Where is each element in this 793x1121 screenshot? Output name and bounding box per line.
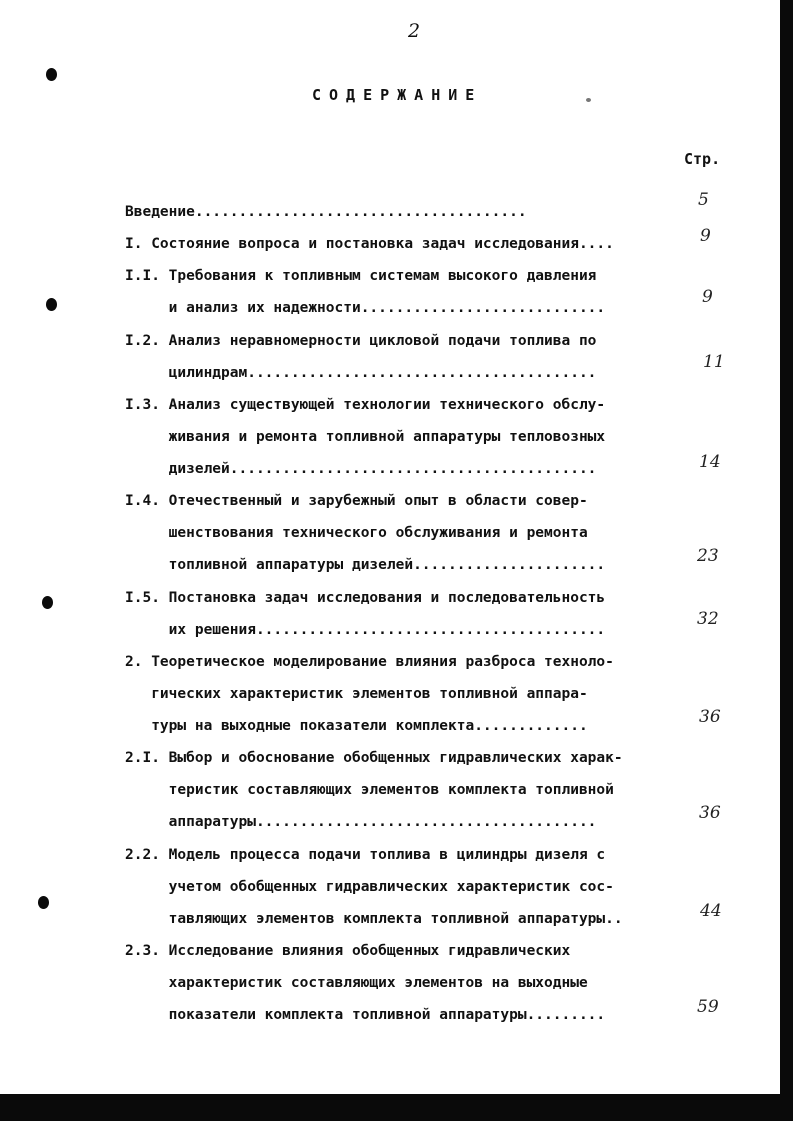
toc-entry-line: 2.3. Исследование влияния обобщенных гидравлических: [125, 943, 571, 959]
toc-entry-line: I.2. Анализ неравномерности цикловой подачи топлива по: [125, 333, 597, 349]
toc-page-number: 9: [700, 226, 711, 246]
punch-hole-mark: [46, 68, 57, 81]
toc-entry-line: I.5. Постановка задач исследования и последовательность: [125, 590, 606, 606]
page-column-label: Стр.: [684, 150, 721, 168]
toc-entry-line: аппаратуры.......................................: [125, 814, 597, 830]
toc-page-number: 5: [698, 190, 709, 210]
toc-entry-line: тавляющих элементов комплекта топливной аппаратуры..: [125, 911, 623, 927]
toc-entry-line: туры на выходные показатели комплекта.............: [125, 718, 588, 734]
toc-page-number: 9: [702, 287, 713, 307]
punch-hole-mark: [46, 298, 57, 311]
toc-entry-line: характеристик составляющих элементов на выходные: [125, 975, 588, 991]
scan-speck: [586, 98, 591, 102]
toc-page-number: 14: [699, 452, 721, 472]
toc-entry-line: живания и ремонта топливной аппаратуры тепловозных: [125, 429, 606, 445]
toc-page-number: 23: [697, 546, 719, 566]
scan-edge-right: [780, 0, 793, 1121]
punch-hole-mark: [38, 896, 49, 909]
toc-entry-line: топливной аппаратуры дизелей......................: [125, 557, 606, 573]
toc-entry-line: их решения........................................: [125, 622, 606, 638]
toc-entry-line: 2.I. Выбор и обоснование обобщенных гидравлических харак-: [125, 750, 623, 766]
toc-page-number: 11: [703, 352, 725, 372]
toc-page-number: 32: [697, 609, 719, 629]
toc-page-number: 36: [699, 803, 721, 823]
toc-page-number: 36: [699, 707, 721, 727]
toc-entry-line: I. Состояние вопроса и постановка задач исследования....: [125, 236, 614, 252]
toc-entry-line: шенствования технического обслуживания и ремонта: [125, 525, 588, 541]
toc-entry-line: теристик составляющих элементов комплекта топливной: [125, 782, 614, 798]
toc-entry-line: 2.2. Модель процесса подачи топлива в цилиндры дизеля с: [125, 847, 606, 863]
toc-entry-line: I.I. Требования к топливным системам высокого давления: [125, 268, 597, 284]
toc-entry-line: I.4. Отечественный и зарубежный опыт в области совер-: [125, 493, 588, 509]
punch-hole-mark: [42, 596, 53, 609]
toc-page-number: 59: [697, 997, 719, 1017]
page-number: 2: [408, 20, 421, 42]
page-title: СОДЕРЖАНИЕ: [312, 86, 483, 104]
toc-page-number: 44: [700, 901, 722, 921]
scan-edge-bottom: [0, 1094, 793, 1121]
toc-entry-line: I.3. Анализ существующей технологии технического обслу-: [125, 397, 606, 413]
toc-entry-line: 2. Теоретическое моделирование влияния разброса техноло-: [125, 654, 614, 670]
toc-entry-line: и анализ их надежности............................: [125, 300, 606, 316]
toc-entry-line: гических характеристик элементов топливной аппара-: [125, 686, 588, 702]
toc-entry-line: цилиндрам........................................: [125, 365, 597, 381]
toc-entry-line: учетом обобщенных гидравлических характеристик сос-: [125, 879, 614, 895]
toc-entry-line: дизелей..........................................: [125, 461, 597, 477]
toc-entry-line: показатели комплекта топливной аппаратуры.........: [125, 1007, 606, 1023]
toc-entry-line: Введение......................................: [125, 204, 527, 220]
